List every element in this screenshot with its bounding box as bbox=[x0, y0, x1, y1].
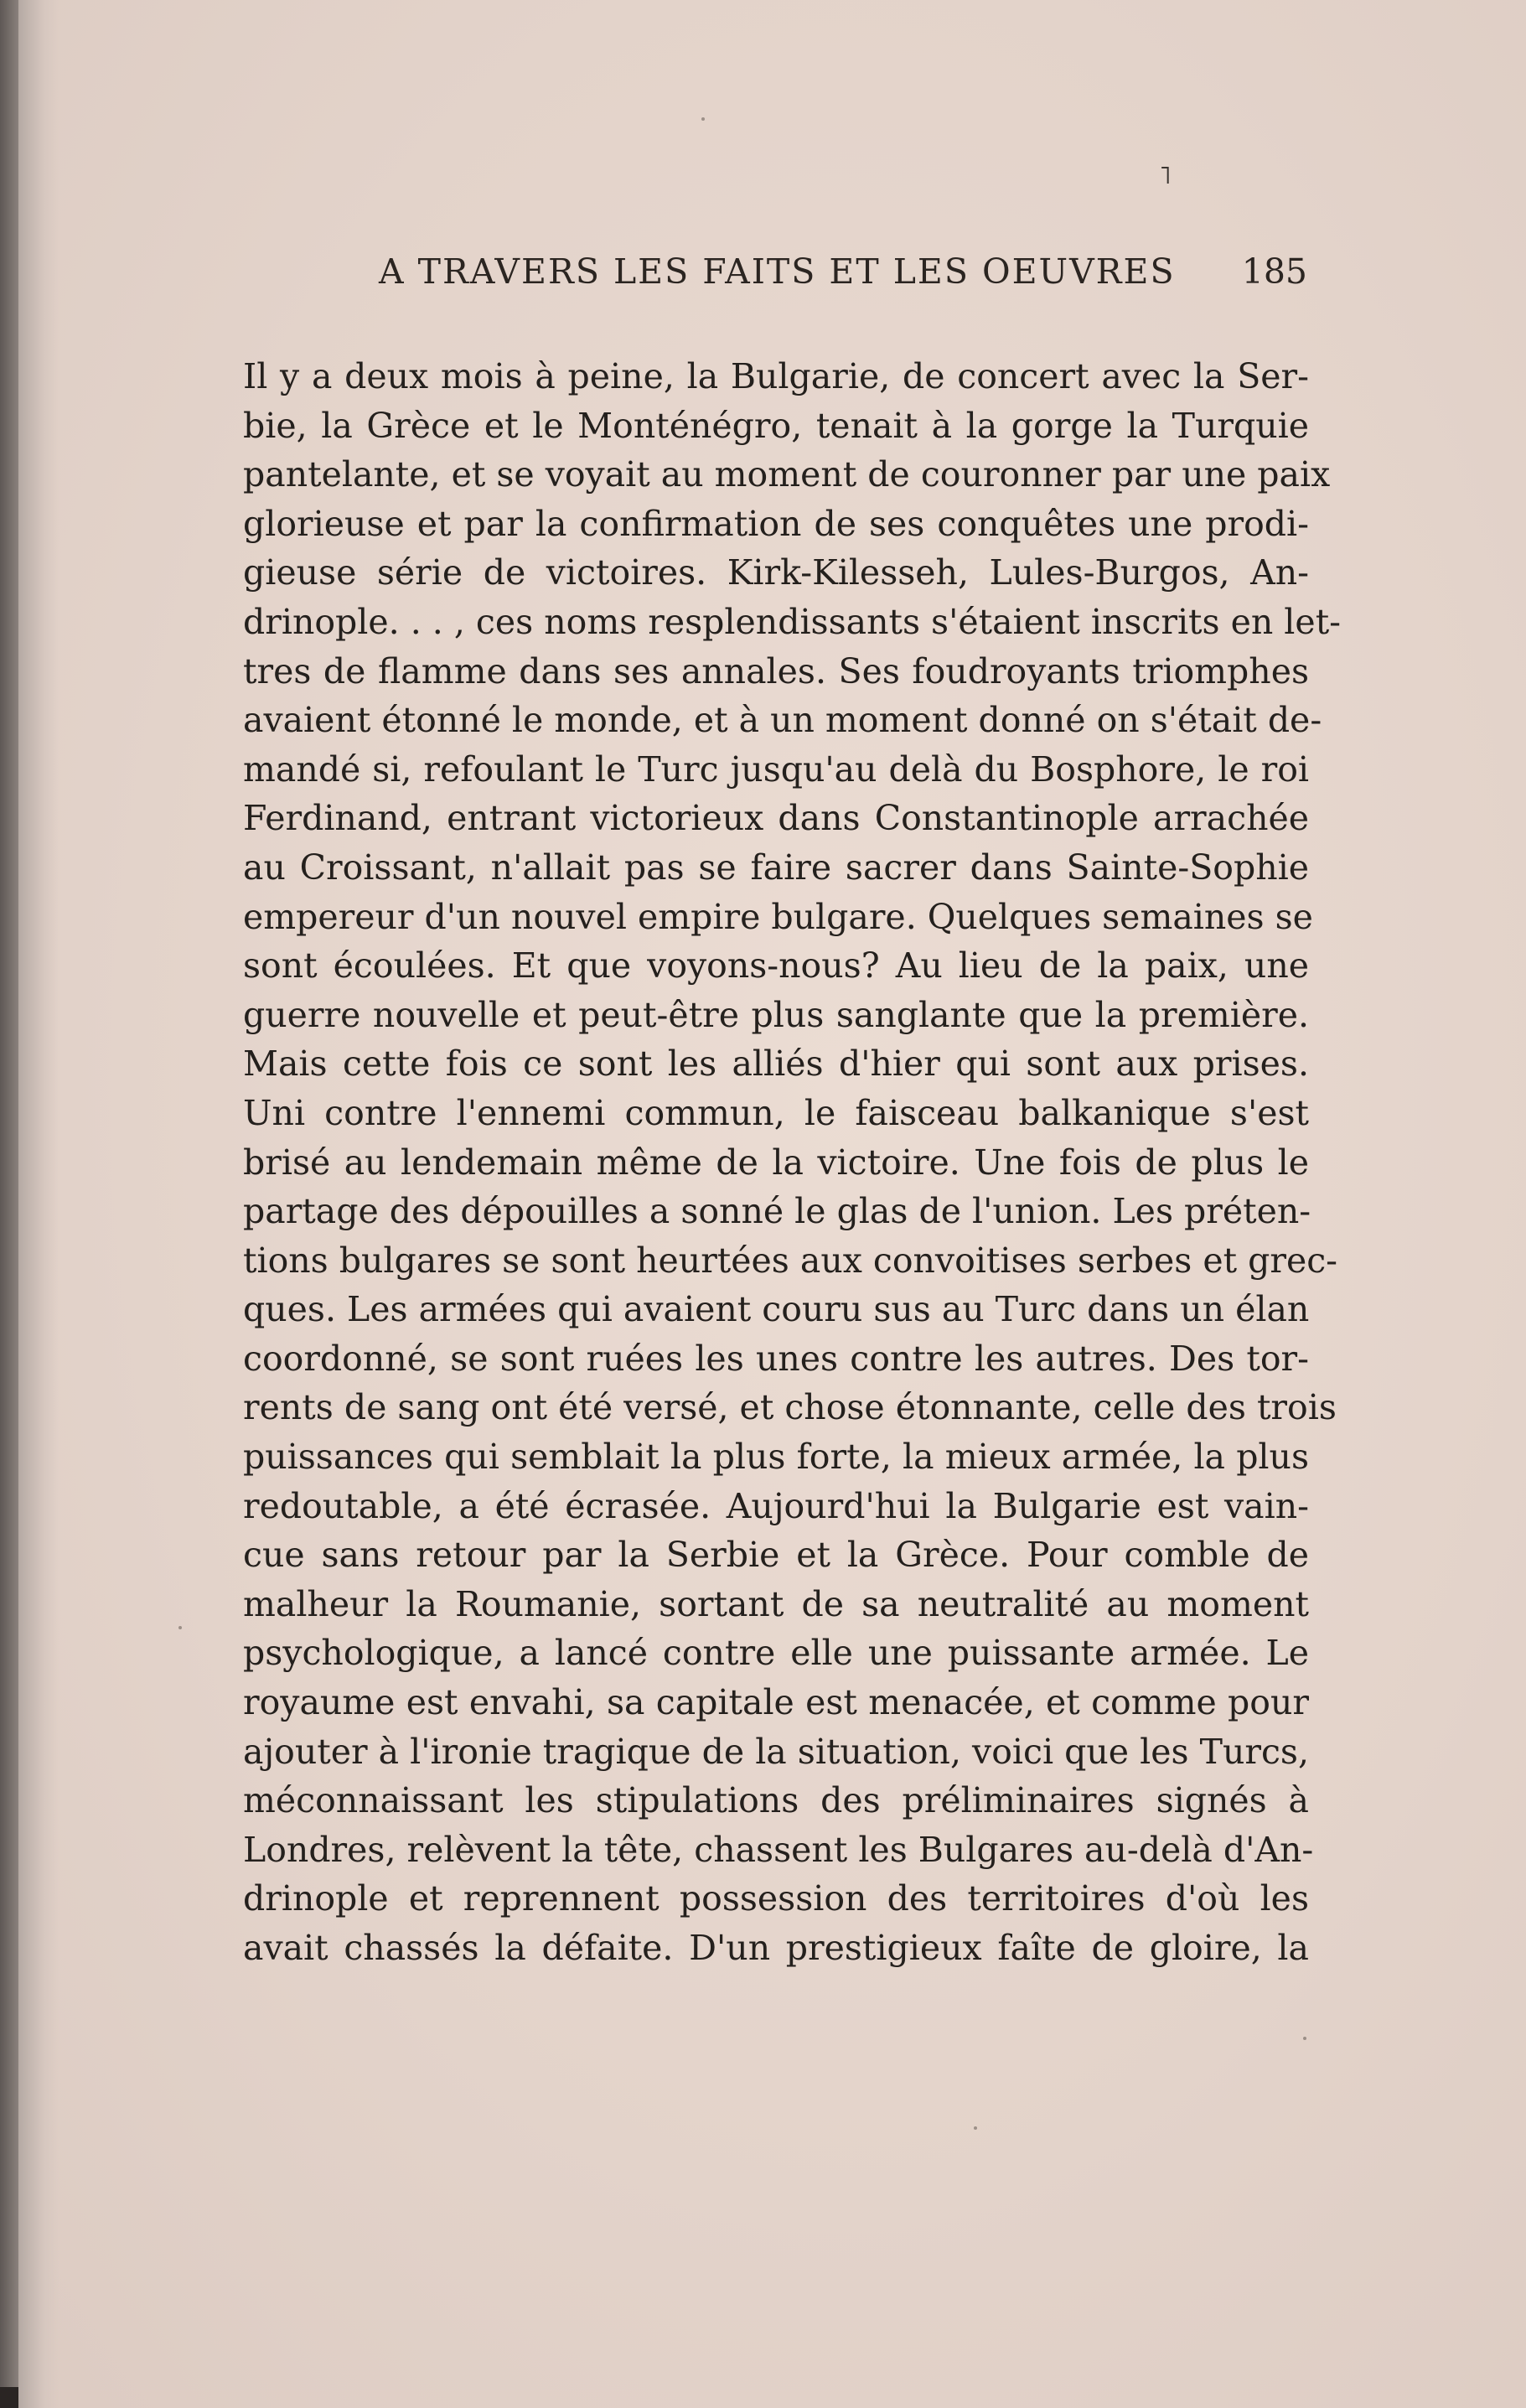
text-line: Ferdinand, entrant victorieux dans Constantinople arrachée bbox=[243, 798, 1309, 839]
text-line: malheur la Roumanie, sortant de sa neutralité au moment bbox=[243, 1583, 1309, 1624]
text-line: puissances qui semblait la plus forte, la mieux armée, la plus bbox=[243, 1437, 1309, 1478]
text-line: rents de sang ont été versé, et chose étonnante, celle des trois bbox=[243, 1387, 1337, 1428]
text-line: pantelante, et se voyait au moment de couronner par une paix bbox=[243, 454, 1331, 495]
page-number: 185 bbox=[1241, 251, 1307, 292]
running-head bbox=[379, 251, 1307, 302]
text-line: cue sans retour par la Serbie et la Grèce. Pour comble de bbox=[243, 1535, 1309, 1576]
corner-mark bbox=[0, 2387, 18, 2408]
text-line: avaient étonné le monde, et à un moment donné on s'était de- bbox=[243, 700, 1322, 741]
book-gutter bbox=[0, 0, 18, 2408]
text-line: Mais cette fois ce sont les alliés d'hier qui sont aux prises. bbox=[243, 1043, 1309, 1085]
text-line: bie, la Grèce et le Monténégro, tenait à la gorge la Turquie bbox=[243, 405, 1309, 446]
text-line: redoutable, a été écrasée. Aujourd'hui la Bulgarie est vain- bbox=[243, 1485, 1309, 1526]
text-line: au Croissant, n'allait pas se faire sacrer dans Sainte-Sophie bbox=[243, 847, 1309, 888]
text-line: méconnaissant les stipulations des préliminaires signés à bbox=[243, 1780, 1309, 1821]
text-line: empereur d'un nouvel empire bulgare. Quelques semaines se bbox=[243, 896, 1313, 937]
text-line: Il y a deux mois à peine, la Bulgarie, de concert avec la Ser- bbox=[243, 356, 1309, 396]
body-text bbox=[243, 352, 1342, 1973]
text-line: partage des dépouilles a sonné le glas de l'union. Les préten- bbox=[243, 1191, 1311, 1232]
text-line: tres de flamme dans ses annales. Ses foudroyants triomphes bbox=[243, 650, 1309, 691]
text-line: coordonné, se sont ruées les unes contre les autres. Des tor- bbox=[243, 1338, 1309, 1379]
corner-tick: ˥ bbox=[1159, 161, 1172, 190]
text-line: Uni contre l'ennemi commun, le faisceau balkanique s'est bbox=[243, 1092, 1309, 1133]
text-line: drinople et reprennent possession des territoires d'où les bbox=[243, 1878, 1309, 1919]
text-line: avait chassés la défaite. D'un prestigieux faîte de gloire, la bbox=[243, 1928, 1309, 1968]
text-line: guerre nouvelle et peut-être plus sanglante que la première. bbox=[243, 994, 1309, 1035]
text-line: sont écoulées. Et que voyons-nous? Au lieu de la paix, une bbox=[243, 945, 1309, 987]
text-line: mandé si, refoulant le Turc jusqu'au delà du Bosphore, le roi bbox=[243, 748, 1309, 790]
text-line: tions bulgares se sont heurtées aux convoitises serbes et grec- bbox=[243, 1240, 1338, 1281]
text-line: brisé au lendemain même de la victoire. Une fois de plus le bbox=[243, 1142, 1309, 1183]
text-line: drinople. . . , ces noms resplendissants s'étaient inscrits en let- bbox=[243, 601, 1342, 642]
paper-speck bbox=[1303, 2037, 1306, 2040]
paper-speck bbox=[178, 1626, 182, 1629]
text-line: Londres, relèvent la tête, chassent les Bulgares au-delà d'An- bbox=[243, 1829, 1314, 1870]
text-line: glorieuse et par la confirmation de ses conquêtes une prodi- bbox=[243, 503, 1309, 544]
text-line: gieuse série de victoires. Kirk-Kilesseh, Lules-Burgos, An- bbox=[243, 552, 1309, 593]
text-line: ajouter à l'ironie tragique de la situation, voici que les Turcs, bbox=[243, 1731, 1309, 1772]
running-title: A TRAVERS LES FAITS ET LES OEUVRES bbox=[379, 251, 1176, 292]
text-line: royaume est envahi, sa capitale est menacée, et comme pour bbox=[243, 1682, 1309, 1723]
paper-speck bbox=[974, 2126, 977, 2130]
text-line: ques. Les armées qui avaient couru sus au Turc dans un élan bbox=[243, 1289, 1310, 1330]
paper-speck bbox=[701, 117, 705, 121]
text-line: psychologique, a lancé contre elle une puissante armée. Le bbox=[243, 1633, 1309, 1674]
